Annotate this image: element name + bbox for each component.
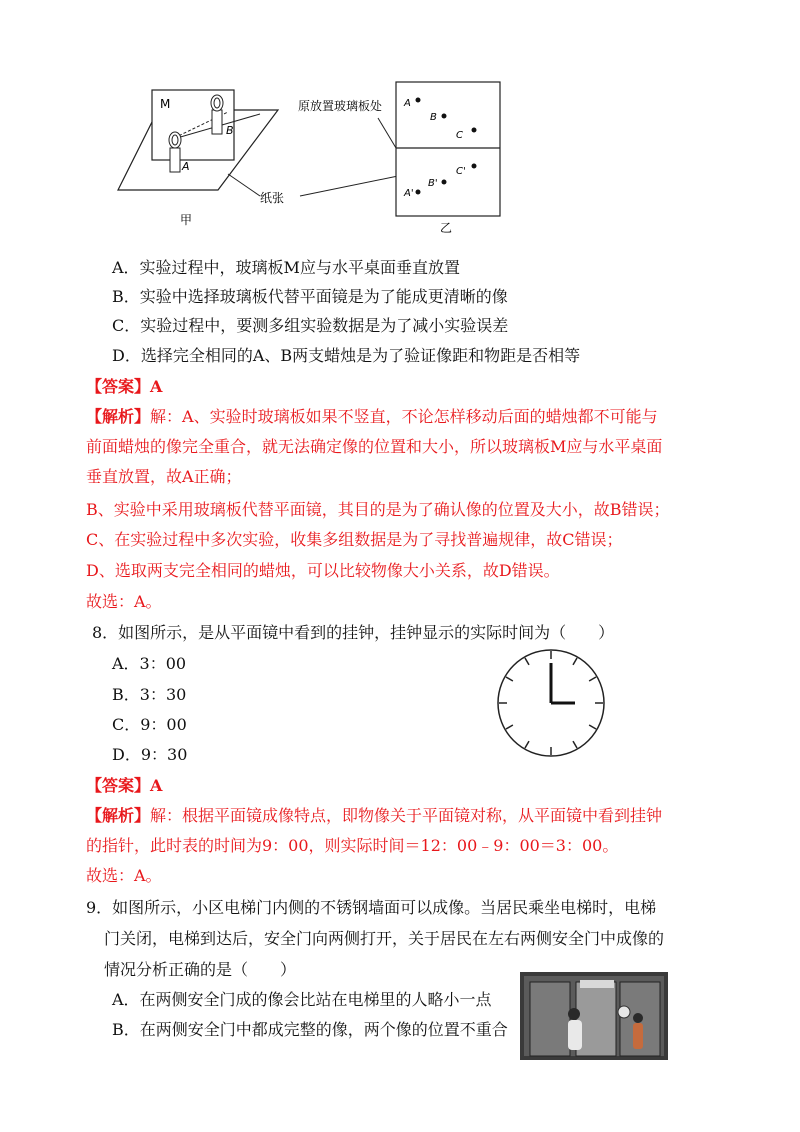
person-head bbox=[568, 1008, 580, 1020]
q8-analysis-text-1: 解：根据平面镜成像特点，即物像关于平面镜对称，从平面镜中看到挂钟 bbox=[150, 806, 663, 825]
wall-clock-figure bbox=[494, 646, 614, 766]
q8-stem: 8．如图所示，是从平面镜中看到的挂钟，挂钟显示的实际时间为（ ） bbox=[92, 623, 615, 642]
q7-answer: 【答案】A bbox=[86, 377, 163, 396]
point-b-prime: B' bbox=[428, 178, 438, 189]
q7-option-a: A．实验过程中，玻璃板M应与水平桌面垂直放置 bbox=[112, 258, 460, 277]
label-paper: 纸张 bbox=[260, 191, 285, 205]
q8-option-d: D．9：30 bbox=[112, 745, 188, 764]
q7-analysis-line-1 bbox=[86, 407, 658, 427]
q9-stem-line-3: 情况分析正确的是（ ） bbox=[104, 960, 297, 979]
q9-option-b: B．在两侧安全门中都成完整的像，两个像的位置不重合 bbox=[112, 1020, 508, 1039]
person-body bbox=[568, 1020, 582, 1050]
q7-analysis-line-4: B、实验中采用玻璃板代替平面镜，其目的是为了确认像的位置及大小，故B错误； bbox=[86, 500, 670, 519]
point-a: A bbox=[404, 98, 411, 109]
label-a-left: A bbox=[182, 160, 190, 173]
point-c-prime: C' bbox=[456, 166, 466, 177]
elevator-photo bbox=[520, 972, 668, 1060]
q7-option-d: D．选择完全相同的A、B两支蜡烛是为了验证像距和物距是否相等 bbox=[112, 346, 581, 365]
q8-answer: 【答案】A bbox=[86, 776, 163, 795]
q8-conclusion: 故选：A。 bbox=[86, 866, 162, 885]
point-a-prime: A' bbox=[404, 188, 414, 199]
candle-a bbox=[170, 148, 180, 172]
label-glass-position: 原放置玻璃板处 bbox=[298, 99, 383, 113]
q9-option-a: A．在两侧安全门成的像会比站在电梯里的人略小一点 bbox=[112, 990, 492, 1009]
q7-conclusion: 故选：A。 bbox=[86, 592, 162, 611]
q7-analysis-line-3: 垂直放置，故A正确； bbox=[86, 467, 242, 486]
label-b-left: B bbox=[226, 124, 234, 137]
q9-stem-line-1: 9．如图所示，小区电梯门内侧的不锈钢墙面可以成像。当居民乘坐电梯时，电梯 bbox=[86, 898, 657, 917]
caption-left: 甲 bbox=[180, 213, 193, 227]
point-c: C bbox=[456, 130, 463, 141]
q7-analysis-line-5: C、在实验过程中多次实验，收集多组数据是为了寻找普遍规律，故C错误； bbox=[86, 530, 623, 549]
candle-b bbox=[212, 110, 222, 134]
caption-right: 乙 bbox=[440, 221, 453, 235]
q8-analysis-tag: 【解析】 bbox=[86, 806, 151, 825]
elevator-left-door bbox=[530, 982, 570, 1056]
q7-analysis-text-1: 解：A、实验时玻璃板如果不竖直，不论怎样移动后面的蜡烛都不可能与 bbox=[150, 407, 658, 426]
q8-option-b: B．3：30 bbox=[112, 685, 187, 704]
q8-option-a: A．3：00 bbox=[112, 654, 187, 673]
q8-analysis-line-1 bbox=[86, 806, 662, 826]
q7-option-c: C．实验过程中，要测多组实验数据是为了减小实验误差 bbox=[112, 316, 509, 335]
q8-analysis-line-2: 的指针，此时表的时间为9：00，则实际时间＝12：00﹣9：00＝3：00。 bbox=[86, 836, 619, 855]
q7-analysis-line-2: 前面蜡烛的像完全重合，就无法确定像的位置和大小，所以玻璃板M应与水平桌面 bbox=[86, 437, 663, 456]
q7-option-b: B．实验中选择玻璃板代替平面镜是为了能成更清晰的像 bbox=[112, 287, 508, 306]
point-b: B bbox=[430, 112, 437, 123]
q7-analysis-line-6: D、选取两支完全相同的蜡烛，可以比较物像大小关系，故D错误。 bbox=[86, 561, 560, 580]
q8-option-c: C．9：00 bbox=[112, 715, 187, 734]
q9-stem-line-2: 门关闭，电梯到达后，安全门向两侧打开，关于居民在左右两侧安全门中成像的 bbox=[104, 929, 665, 948]
experiment-figure bbox=[110, 78, 510, 238]
label-m: M bbox=[160, 97, 171, 111]
q7-analysis-tag: 【解析】 bbox=[86, 407, 151, 426]
